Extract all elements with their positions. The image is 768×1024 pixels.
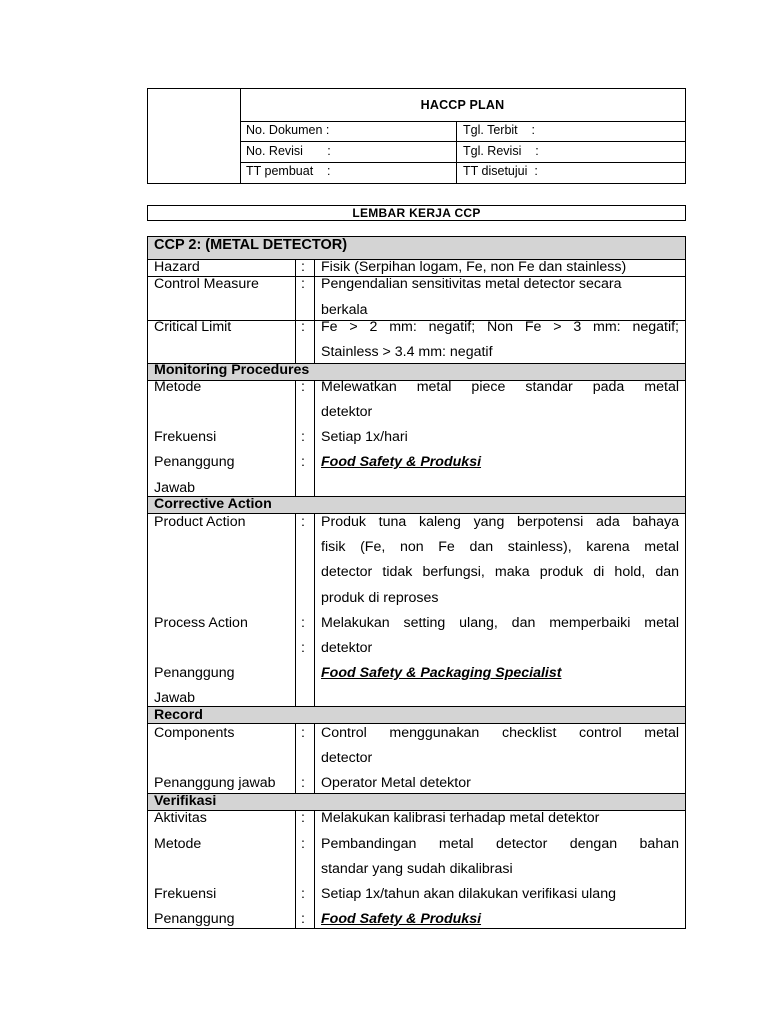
components-label: Components [154, 725, 235, 741]
header-row-1 [240, 121, 685, 142]
verifikasi-metode-line2: standar yang sudah dikalibrasi [321, 861, 513, 877]
tgl-terbit-label: Tgl. Terbit : [463, 123, 536, 137]
product-action-line3: detector tidak berfungsi, maka produk di hold, dan [321, 564, 679, 580]
record-heading: Record [154, 707, 203, 723]
verifikasi-pj-label: Penanggung [154, 911, 235, 927]
colon: : [301, 836, 305, 852]
ccp-title: CCP 2: (METAL DETECTOR) [154, 237, 348, 253]
haccp-plan-title: HACCP PLAN [240, 89, 685, 122]
process-action-label: Process Action [154, 615, 248, 631]
monitoring-frekuensi-value: Setiap 1x/hari [321, 429, 408, 445]
colon: : [301, 810, 305, 826]
corrective-heading: Corrective Action [154, 496, 272, 512]
verifikasi-metode-line1: Pembandingan metal detector dengan bahan [321, 836, 679, 852]
logo-cell [148, 89, 241, 183]
no-revisi-label: No. Revisi : [246, 144, 331, 158]
colon: : [301, 775, 305, 791]
tt-disetujui-label: TT disetujui : [463, 164, 538, 178]
colon: : [301, 319, 305, 335]
corrective-pj-value: Food Safety & Packaging Specialist [321, 665, 562, 681]
ccp-worksheet-table [147, 236, 686, 929]
record-pj-label: Penanggung jawab [154, 775, 276, 791]
colon: : [301, 259, 305, 275]
colon: : [301, 725, 305, 741]
product-action-label: Product Action [154, 514, 246, 530]
colon: : [301, 379, 305, 395]
control-measure-line1: Pengendalian sensitivitas metal detector secara [321, 276, 622, 292]
control-measure-line2: berkala [321, 302, 368, 318]
colon: : [301, 454, 305, 470]
header-row-3 [240, 163, 685, 183]
control-measure-label: Control Measure [154, 276, 259, 292]
colon: : [301, 615, 305, 631]
tgl-revisi-label: Tgl. Revisi : [463, 144, 539, 158]
monitoring-metode-label: Metode [154, 379, 202, 395]
colon: : [301, 514, 305, 530]
record-pj-value: Operator Metal detektor [321, 775, 471, 791]
critical-limit-line1: Fe > 2 mm: negatif; Non Fe > 3 mm: negatif; [321, 319, 679, 335]
lembar-kerja-title: LEMBAR KERJA CCP [147, 205, 686, 221]
product-action-line1: Produk tuna kaleng yang berpotensi ada bahaya [321, 514, 679, 530]
critical-limit-label: Critical Limit [154, 319, 232, 335]
components-line1: Control menggunakan checklist control metal [321, 725, 679, 741]
monitoring-heading: Monitoring Procedures [154, 362, 310, 378]
corrective-pj-label2: Jawab [154, 690, 196, 706]
aktivitas-label: Aktivitas [154, 810, 207, 826]
verifikasi-heading: Verifikasi [154, 793, 217, 809]
verifikasi-band [148, 793, 685, 811]
verifikasi-frekuensi-label: Frekuensi [154, 886, 217, 902]
monitoring-pj-label2: Jawab [154, 480, 196, 496]
monitoring-metode-line2: detektor [321, 404, 373, 420]
monitoring-pj-value: Food Safety & Produksi [321, 454, 482, 470]
verifikasi-frekuensi-value: Setiap 1x/tahun akan dilakukan verifikasi ulang [321, 886, 616, 902]
monitoring-metode-line1: Melewatkan metal piece standar pada metal [321, 379, 679, 395]
colon: : [301, 886, 305, 902]
hazard-value: Fisik (Serpihan logam, Fe, non Fe dan stainless) [321, 259, 627, 275]
document-header [147, 88, 686, 184]
hazard-label: Hazard [154, 259, 200, 275]
no-dokumen-label: No. Dokumen : [246, 123, 330, 137]
product-action-line2: fisik (Fe, non Fe dan stainless), karena metal [321, 539, 679, 555]
colon: : [301, 429, 305, 445]
corrective-pj-label1: Penanggung [154, 665, 235, 681]
monitoring-pj-label1: Penanggung [154, 454, 235, 470]
process-action-line1: Melakukan setting ulang, dan memperbaiki metal [321, 615, 679, 631]
verifikasi-metode-label: Metode [154, 836, 202, 852]
header-row-2 [240, 142, 685, 163]
tt-pembuat-label: TT pembuat : [246, 164, 331, 178]
colon: : [301, 911, 305, 927]
process-action-line2: detektor [321, 640, 373, 656]
components-line2: detector [321, 750, 373, 766]
aktivitas-value: Melakukan kalibrasi terhadap metal detektor [321, 810, 600, 826]
product-action-line4: produk di reproses [321, 590, 439, 606]
colon: : [301, 640, 305, 656]
monitoring-frekuensi-label: Frekuensi [154, 429, 217, 445]
verifikasi-pj-value: Food Safety & Produksi [321, 911, 482, 927]
colon: : [301, 276, 305, 292]
critical-limit-line2: Stainless > 3.4 mm: negatif [321, 344, 493, 360]
